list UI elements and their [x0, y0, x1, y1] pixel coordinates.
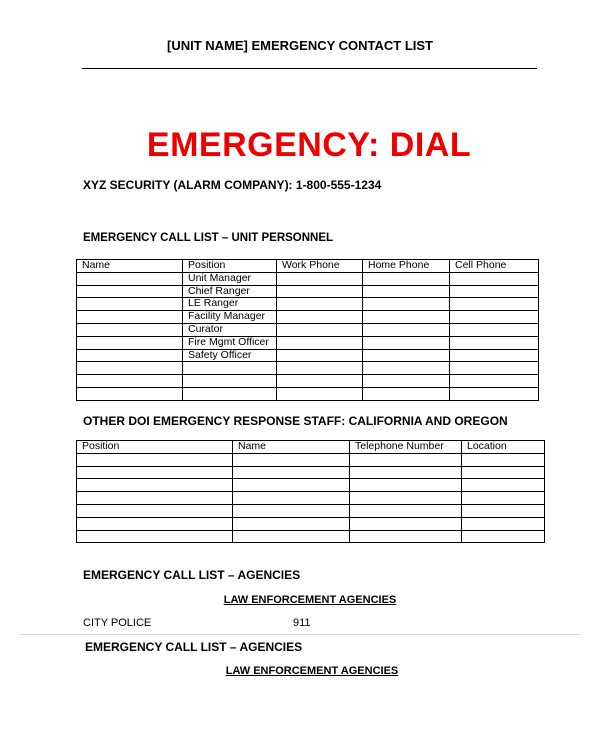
- table-cell: [77, 479, 233, 492]
- table-cell: [77, 492, 233, 505]
- table-cell: [462, 517, 545, 530]
- table-cell: [350, 479, 462, 492]
- security-line: XYZ SECURITY (ALARM COMPANY): 1-800-555-1234: [83, 178, 382, 192]
- table-cell: [277, 387, 363, 400]
- page-break-line: [20, 634, 580, 635]
- doi-staff-table: [76, 440, 545, 543]
- table-cell: Fire Mgmt Officer: [183, 336, 277, 349]
- table-cell: [363, 349, 450, 362]
- table-cell: [183, 387, 277, 400]
- unit_personnel-header-row: [77, 260, 539, 273]
- table-cell: [363, 323, 450, 336]
- table-cell: [363, 272, 450, 285]
- table-cell: [277, 336, 363, 349]
- table-cell: [277, 272, 363, 285]
- column-header: Work Phone: [277, 260, 363, 273]
- agencies-section-title-repeat: EMERGENCY CALL LIST – AGENCIES: [85, 640, 303, 654]
- table-cell: [77, 517, 233, 530]
- column-header: Position: [183, 260, 277, 273]
- title-divider: [82, 68, 537, 69]
- column-header: Name: [233, 441, 350, 454]
- table-cell: [77, 362, 183, 375]
- table-cell: [77, 311, 183, 324]
- table-cell: [77, 530, 233, 543]
- table-cell: [233, 504, 350, 517]
- table-cell: Curator: [183, 323, 277, 336]
- table-cell: [277, 298, 363, 311]
- table-cell: [277, 285, 363, 298]
- emergency-heading: EMERGENCY: DIAL: [146, 126, 472, 164]
- table-row: [77, 272, 539, 285]
- table-cell: [77, 298, 183, 311]
- table-cell: [77, 387, 183, 400]
- table-cell: [77, 453, 233, 466]
- table-cell: [363, 387, 450, 400]
- table-cell: [450, 311, 539, 324]
- table-cell: [350, 530, 462, 543]
- table-row: [77, 298, 539, 311]
- table-cell: [233, 453, 350, 466]
- table-row: [77, 492, 545, 505]
- table-cell: [350, 453, 462, 466]
- column-header: Home Phone: [363, 260, 450, 273]
- table-cell: [450, 349, 539, 362]
- table-cell: [277, 349, 363, 362]
- table-cell: [450, 323, 539, 336]
- table-row: [77, 387, 539, 400]
- doi_staff-header-row: [77, 441, 545, 454]
- table-cell: [183, 362, 277, 375]
- table-row: [77, 504, 545, 517]
- table-cell: [77, 272, 183, 285]
- table-cell: [350, 466, 462, 479]
- table-cell: [462, 479, 545, 492]
- table-cell: [462, 466, 545, 479]
- unit-personnel-table: [76, 259, 539, 401]
- table-row: [77, 311, 539, 324]
- table-cell: [363, 285, 450, 298]
- column-header: Telephone Number: [350, 441, 462, 454]
- doi-staff-section-title: OTHER DOI EMERGENCY RESPONSE STAFF: CALIFORNIA AND OREGON: [83, 414, 508, 428]
- table-cell: [363, 298, 450, 311]
- agency-number: 911: [293, 617, 311, 629]
- table-cell: LE Ranger: [183, 298, 277, 311]
- table-cell: [350, 517, 462, 530]
- table-cell: [363, 375, 450, 388]
- table-row: [77, 349, 539, 362]
- table-cell: [233, 466, 350, 479]
- column-header: Name: [77, 260, 183, 273]
- unit-personnel-section-title: EMERGENCY CALL LIST – UNIT PERSONNEL: [83, 232, 334, 244]
- table-cell: [462, 492, 545, 505]
- document-title: [UNIT NAME] EMERGENCY CONTACT LIST: [166, 38, 433, 53]
- table-cell: [277, 375, 363, 388]
- table-row: [77, 336, 539, 349]
- table-cell: [450, 272, 539, 285]
- table-cell: Unit Manager: [183, 272, 277, 285]
- table-row: [77, 285, 539, 298]
- table-cell: [450, 336, 539, 349]
- table-cell: [350, 492, 462, 505]
- law-enforcement-subheading: LAW ENFORCEMENT AGENCIES: [223, 594, 397, 606]
- table-cell: Chief Ranger: [183, 285, 277, 298]
- table-cell: [363, 311, 450, 324]
- table-cell: [462, 504, 545, 517]
- table-row: [77, 323, 539, 336]
- table-cell: [233, 517, 350, 530]
- table-cell: [450, 362, 539, 375]
- agencies-section-title: EMERGENCY CALL LIST – AGENCIES: [83, 568, 301, 582]
- table-cell: [77, 285, 183, 298]
- table-cell: Facility Manager: [183, 311, 277, 324]
- table-cell: [77, 466, 233, 479]
- table-row: [77, 517, 545, 530]
- table-cell: [233, 492, 350, 505]
- table-cell: [450, 285, 539, 298]
- table-row: [77, 375, 539, 388]
- table-cell: [363, 362, 450, 375]
- law-enforcement-subheading-repeat: LAW ENFORCEMENT AGENCIES: [225, 665, 399, 677]
- table-cell: [450, 298, 539, 311]
- column-header: Location: [462, 441, 545, 454]
- table-row: [77, 530, 545, 543]
- table-row: [77, 479, 545, 492]
- table-cell: Safety Officer: [183, 349, 277, 362]
- table-cell: [350, 504, 462, 517]
- table-cell: [462, 453, 545, 466]
- table-cell: [450, 375, 539, 388]
- table-cell: [462, 530, 545, 543]
- table-cell: [450, 387, 539, 400]
- table-cell: [277, 323, 363, 336]
- column-header: Cell Phone: [450, 260, 539, 273]
- table-cell: [277, 362, 363, 375]
- table-cell: [233, 530, 350, 543]
- table-cell: [363, 336, 450, 349]
- table-cell: [277, 311, 363, 324]
- table-cell: [77, 375, 183, 388]
- agency-name: CITY POLICE: [83, 617, 152, 629]
- table-row: [77, 466, 545, 479]
- table-row: [77, 453, 545, 466]
- column-header: Position: [77, 441, 233, 454]
- table-cell: [77, 349, 183, 362]
- table-cell: [77, 504, 233, 517]
- table-cell: [233, 479, 350, 492]
- table-cell: [77, 323, 183, 336]
- table-cell: [77, 336, 183, 349]
- table-cell: [183, 375, 277, 388]
- table-row: [77, 362, 539, 375]
